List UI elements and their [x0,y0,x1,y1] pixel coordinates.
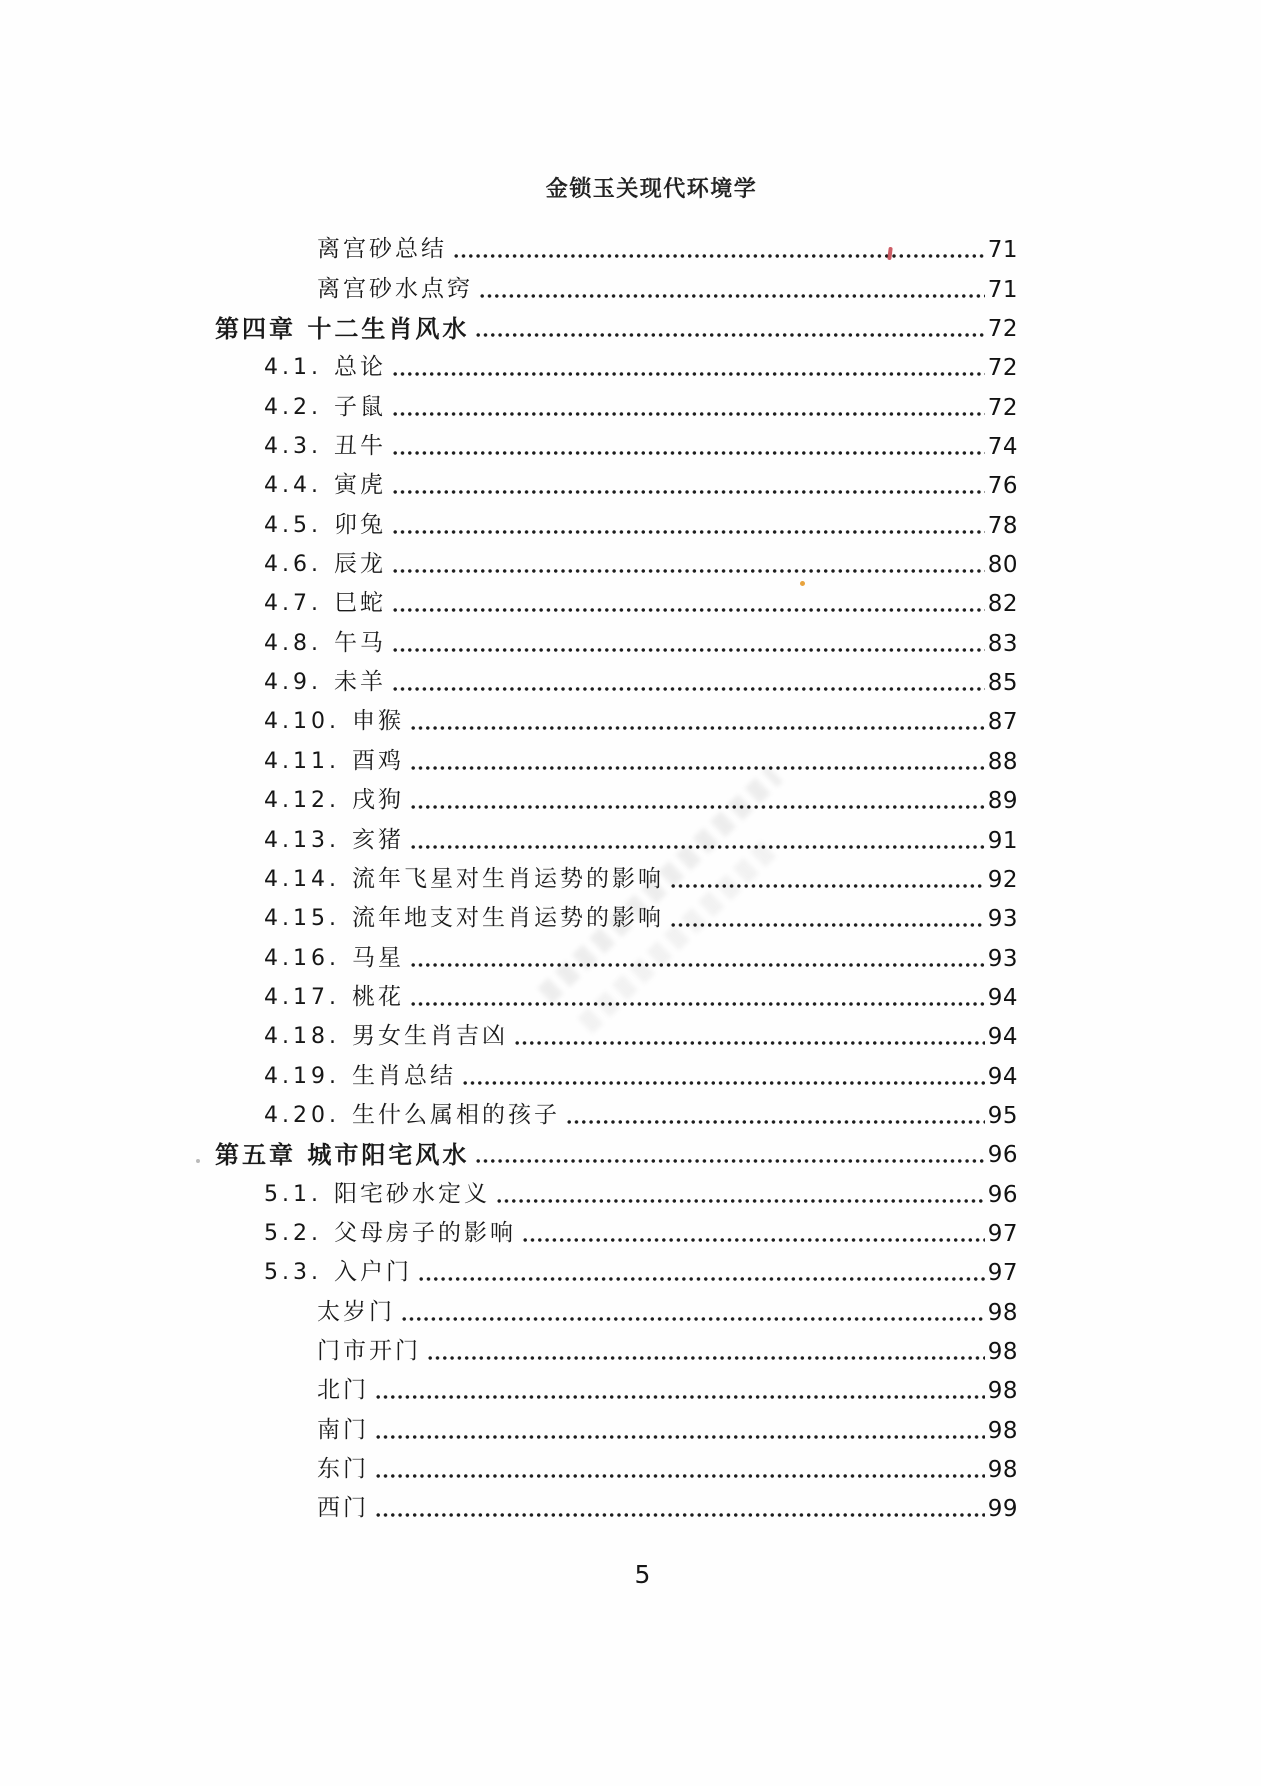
toc-dotted-leader [393,529,985,535]
toc-entry [215,972,1018,1011]
toc-entry-title: 西门 [317,1495,369,1522]
toc-entry-number: 4.11. [264,748,340,774]
toc-entry-page-number: 98 [987,1299,1018,1326]
toc-dotted-leader [480,293,985,299]
toc-entry-title: 第四章 十二生肖风水 [215,314,470,344]
toc-entry-number: 4.16. [264,945,340,971]
toc-entry-title: 离宫砂水点窍 [317,275,473,302]
toc-entry-number: 5.2. [264,1220,322,1246]
toc-entry-title: 离宫砂总结 [317,236,447,263]
toc-entry-title: 巳蛇 [333,590,386,617]
toc-entry-page-number: 80 [987,552,1018,579]
toc-entry-number: 4.14. [264,866,340,892]
scan-artifact-gray-speck [196,1159,200,1163]
toc-entry-page-number: 85 [987,670,1018,697]
toc-dotted-leader [671,922,985,928]
toc-entry-page-number: 76 [987,473,1018,500]
toc-dotted-leader [428,1355,985,1361]
toc-entry [215,1090,1018,1129]
toc-entry-number: 4.1. [264,355,322,381]
toc-entry [215,696,1018,735]
toc-dotted-leader [476,1158,984,1164]
toc-entry-title: 流年飞星对生肖运势的影响 [351,865,664,892]
toc-entry-number: 5.1. [264,1181,322,1207]
toc-entry-page-number: 91 [987,827,1018,854]
document-title: 金锁玉关现代环境学 [545,176,758,202]
toc-dotted-leader [376,1512,985,1518]
toc-entry-page-number: 88 [987,748,1018,775]
toc-entry-page-number: 71 [987,237,1018,264]
toc-entry-page-number: 94 [987,1024,1018,1051]
toc-entry [215,1404,1018,1443]
toc-entry [215,1208,1018,1247]
toc-entry [215,1050,1018,1089]
toc-entry-title: 未羊 [333,669,386,696]
toc-entry-title: 东门 [317,1456,369,1482]
toc-entry-number: 4.6. [264,552,322,578]
toc-entry [215,342,1018,381]
toc-dotted-leader [523,1237,985,1243]
toc-entry-page-number: 83 [987,630,1018,657]
toc-entry-page-number: 72 [987,355,1018,382]
toc-entry-page-number: 94 [987,984,1018,1011]
toc-entry-title: 马星 [351,944,404,971]
table-of-contents [215,224,1018,1522]
toc-dotted-leader [463,1080,985,1086]
toc-entry-title: 总论 [333,354,386,381]
toc-dotted-leader [411,1001,985,1007]
toc-entry [215,1444,1018,1483]
toc-entry-number: 4.7. [264,591,322,617]
toc-entry-title: 生什么属相的孩子 [351,1101,560,1128]
toc-entry-number: 4.8. [264,630,322,656]
toc-entry-page-number: 97 [987,1260,1018,1287]
toc-entry-number: 4.2. [264,394,322,420]
toc-dotted-leader [393,489,985,495]
toc-entry-number: 4.4. [264,473,322,499]
toc-entry [215,1286,1018,1325]
toc-dotted-leader [376,1434,985,1440]
toc-entry [215,775,1018,814]
toc-entry-title: 南门 [317,1416,369,1443]
toc-entry-title: 门市开门 [317,1337,421,1364]
toc-dotted-leader [411,725,985,731]
toc-entry-page-number: 74 [987,434,1018,461]
toc-entry-number: 4.10. [264,709,340,735]
toc-dotted-leader [567,1119,985,1125]
toc-entry-title: 亥猪 [351,826,404,853]
toc-entry-number: 4.9. [264,670,322,696]
toc-entry-page-number: 96 [987,1181,1018,1208]
toc-entry-title: 卯兔 [333,511,386,538]
toc-dotted-leader [376,1473,985,1479]
toc-dotted-leader [671,883,985,889]
toc-entry-page-number: 98 [987,1417,1018,1444]
toc-entry-number: 4.18. [264,1024,340,1050]
toc-dotted-leader [393,371,985,377]
toc-entry-page-number: 96 [987,1142,1018,1169]
toc-dotted-leader [393,607,985,613]
toc-entry-number: 4.3. [264,434,322,460]
toc-dotted-leader [411,962,985,968]
toc-entry-page-number: 87 [987,709,1018,736]
toc-entry-page-number: 98 [987,1457,1018,1483]
toc-dotted-leader [393,686,985,692]
toc-entry-title: 辰龙 [333,551,386,578]
toc-entry-number: 4.15. [264,906,340,932]
toc-entry [215,893,1018,932]
toc-dotted-leader [402,1316,985,1322]
toc-entry-page-number: 98 [987,1378,1018,1405]
toc-entry-title: 戌狗 [351,787,404,814]
toc-entry [215,421,1018,460]
toc-dotted-leader [411,765,985,771]
toc-entry-page-number: 94 [987,1063,1018,1090]
toc-entry-title: 丑牛 [333,433,386,460]
toc-entry-title: 子鼠 [333,393,386,420]
toc-entry [215,578,1018,617]
toc-entry [215,1247,1018,1286]
toc-entry-number: 4.20. [264,1102,340,1128]
toc-entry [215,1168,1018,1207]
toc-entry-title: 阳宅砂水定义 [333,1180,490,1207]
toc-dotted-leader [376,1394,985,1400]
toc-entry [215,1129,1018,1168]
toc-entry [215,1326,1018,1365]
toc-dotted-leader [393,568,985,574]
toc-entry [215,932,1018,971]
toc-dotted-leader [411,804,985,810]
toc-entry-page-number: 95 [987,1102,1018,1129]
toc-entry-page-number: 78 [987,512,1018,539]
toc-entry-title: 父母房子的影响 [333,1219,516,1246]
toc-entry [215,1483,1018,1522]
toc-entry-number: 5.3. [264,1260,322,1286]
toc-entry [215,735,1018,774]
toc-entry-page-number: 72 [987,316,1018,343]
toc-dotted-leader [515,1040,985,1046]
toc-entry-title: 入户门 [333,1259,412,1286]
toc-entry-title: 寅虎 [333,472,386,499]
toc-entry [215,1011,1018,1050]
toc-entry-number: 4.17. [264,984,340,1010]
toc-dotted-leader [393,647,985,653]
toc-entry [215,499,1018,538]
toc-dotted-leader [393,411,985,417]
toc-entry-title: 北门 [317,1377,369,1404]
toc-entry-page-number: 93 [987,945,1018,972]
toc-entry-title: 申猴 [351,708,404,735]
toc-entry-title: 桃花 [351,983,404,1010]
toc-entry [215,814,1018,853]
page-number-footer: 5 [634,1560,651,1589]
toc-entry [215,460,1018,499]
toc-entry [215,657,1018,696]
toc-entry [215,263,1018,302]
toc-entry [215,224,1018,263]
toc-entry [215,854,1018,893]
toc-dotted-leader [393,450,985,456]
toc-entry-number: 4.5. [264,512,322,538]
toc-entry-title: 酉鸡 [351,747,404,774]
toc-entry-title: 午马 [333,629,386,656]
toc-entry-page-number: 93 [987,906,1018,933]
toc-entry [215,617,1018,656]
toc-entry [215,539,1018,578]
toc-entry-number: 4.19. [264,1063,340,1089]
toc-dotted-leader [476,332,984,338]
toc-entry-page-number: 92 [987,866,1018,893]
toc-entry-page-number: 89 [987,788,1018,815]
toc-entry-title: 生肖总结 [351,1062,456,1089]
toc-entry-page-number: 97 [987,1220,1018,1247]
toc-dotted-leader [497,1198,985,1204]
toc-entry [215,303,1018,342]
toc-entry-number: 4.12. [264,788,340,814]
toc-entry [215,1365,1018,1404]
toc-entry-title: 流年地支对生肖运势的影响 [351,905,664,932]
toc-entry-title: 太岁门 [317,1298,395,1325]
toc-entry-page-number: 71 [987,276,1018,303]
toc-entry-title: 第五章 城市阳宅风水 [215,1140,470,1170]
toc-entry-page-number: 99 [987,1496,1018,1523]
toc-entry-page-number: 82 [987,591,1018,618]
toc-dotted-leader [411,844,985,850]
toc-entry-number: 4.13. [264,827,340,853]
toc-entry-title: 男女生肖吉凶 [351,1023,508,1050]
toc-dotted-leader [454,253,985,259]
toc-entry [215,381,1018,420]
toc-entry-page-number: 72 [987,394,1018,421]
toc-entry-page-number: 98 [987,1338,1018,1365]
toc-dotted-leader [419,1276,985,1282]
